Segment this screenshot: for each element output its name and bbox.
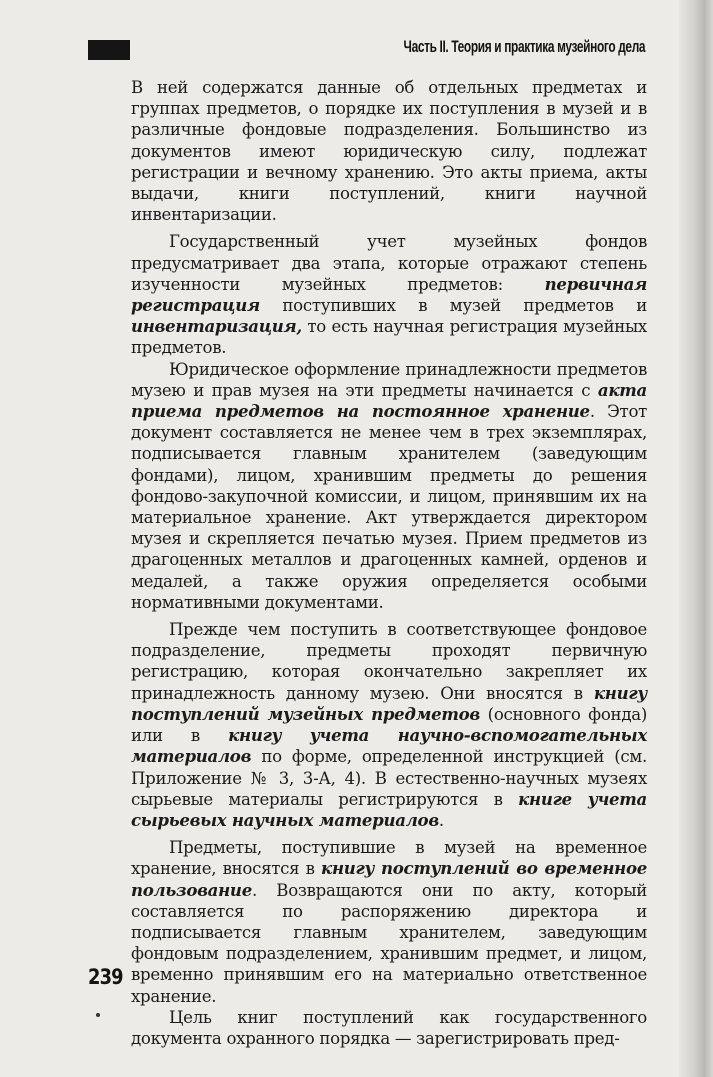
term-acquisitions-book: книгу поступлений музейных предметов [131, 682, 647, 724]
term-temporary-use-book: книгу поступлений во временное пользование [131, 858, 647, 900]
text-segment: по форме, определенной инструкцией (см. Приложение № 3, 3-А, 4). В естественно-научных музеях сырьевые материалы регистрируются в [131, 747, 647, 809]
text-segment: Государственный учет музейных фондов предусматривает два этапа, которые отражают степень изученности музейных предметов: [131, 232, 647, 294]
term-primary-registration: первичная регистрация [131, 273, 647, 316]
paragraph-4 [131, 619, 647, 831]
term-raw-materials-book: книге учета сырьевых научных материалов [131, 788, 647, 830]
body-text [131, 77, 647, 1049]
paragraph-2 [131, 231, 647, 358]
page-number: 239 [88, 965, 123, 989]
text-segment: . [438, 810, 444, 830]
term-inventory: инвентаризация, [131, 316, 302, 337]
paragraph-1 [131, 77, 647, 225]
text-segment: Юридическое оформление принадлежности предметов музею и прав музея на эти предметы начинается с [131, 359, 647, 400]
text-segment: Предметы, поступившие в музей на временное хранение, вносятся в [131, 838, 647, 879]
text-segment: . Возвращаются они по акту, который составляется по распоряжению директора и подписывается главным хранителем, заведующим фондовым подразделением, хранившим предмет, и лицом, временно принявшим его на материально ответственное хранение. [131, 880, 647, 1006]
paragraph-5 [131, 837, 647, 1007]
term-auxiliary-materials-book: книгу учета научно-вспомогательных материалов [131, 725, 647, 767]
text-segment: . Этот документ составляется не менее чем в трех экземплярах, подписывается главным хранителем (заведующим фондами), лицом, хранившим предметы до решения фондово-закупочной комиссии, и лицом, принявшим их на материальное хранение. Акт утверждается директором музея и скрепляется печатью музея. Прием предметов из драгоценных металлов и драгоценных камней, орденов и медалей, а также оружия определяется особыми нормативными документами. [131, 402, 648, 612]
text-segment: Прежде чем поступить в соответствующее фондовое подразделение, предметы проходят первичную регистрацию, которая окончательно закрепляет их принадлежность данному музею. Они вносятся в [131, 620, 647, 703]
term-acceptance-act: акта приема предметов на постоянное хранение [131, 379, 647, 422]
text-segment: В ней содержатся данные об отдельных предметах и группах предметов, о порядке их поступления в музей и в различные фондовые подразделения. Большинство из документов имеют юридическую силу, подлежат регистрации и вечному хранению. Это акты приема, акты выдачи, книги поступлений, книги научной инвентаризации. [131, 78, 647, 225]
text-segment: (основного фонда) или в [131, 704, 647, 746]
paragraph-6 [131, 1007, 647, 1049]
page-edge-shadow [679, 0, 713, 1077]
paragraph-3 [131, 359, 647, 613]
header-black-bar [88, 40, 130, 60]
running-head: Часть II. Теория и практика музейного дела [403, 37, 645, 56]
page-dot [96, 1013, 100, 1017]
text-segment: Цель книг поступлений как государственного документа охранного порядка — зарегистрировать пред- [131, 1007, 647, 1048]
text-segment: то есть научная регистрация музейных предметов. [131, 317, 647, 358]
text-segment: поступивших в музей предметов и [259, 296, 647, 316]
